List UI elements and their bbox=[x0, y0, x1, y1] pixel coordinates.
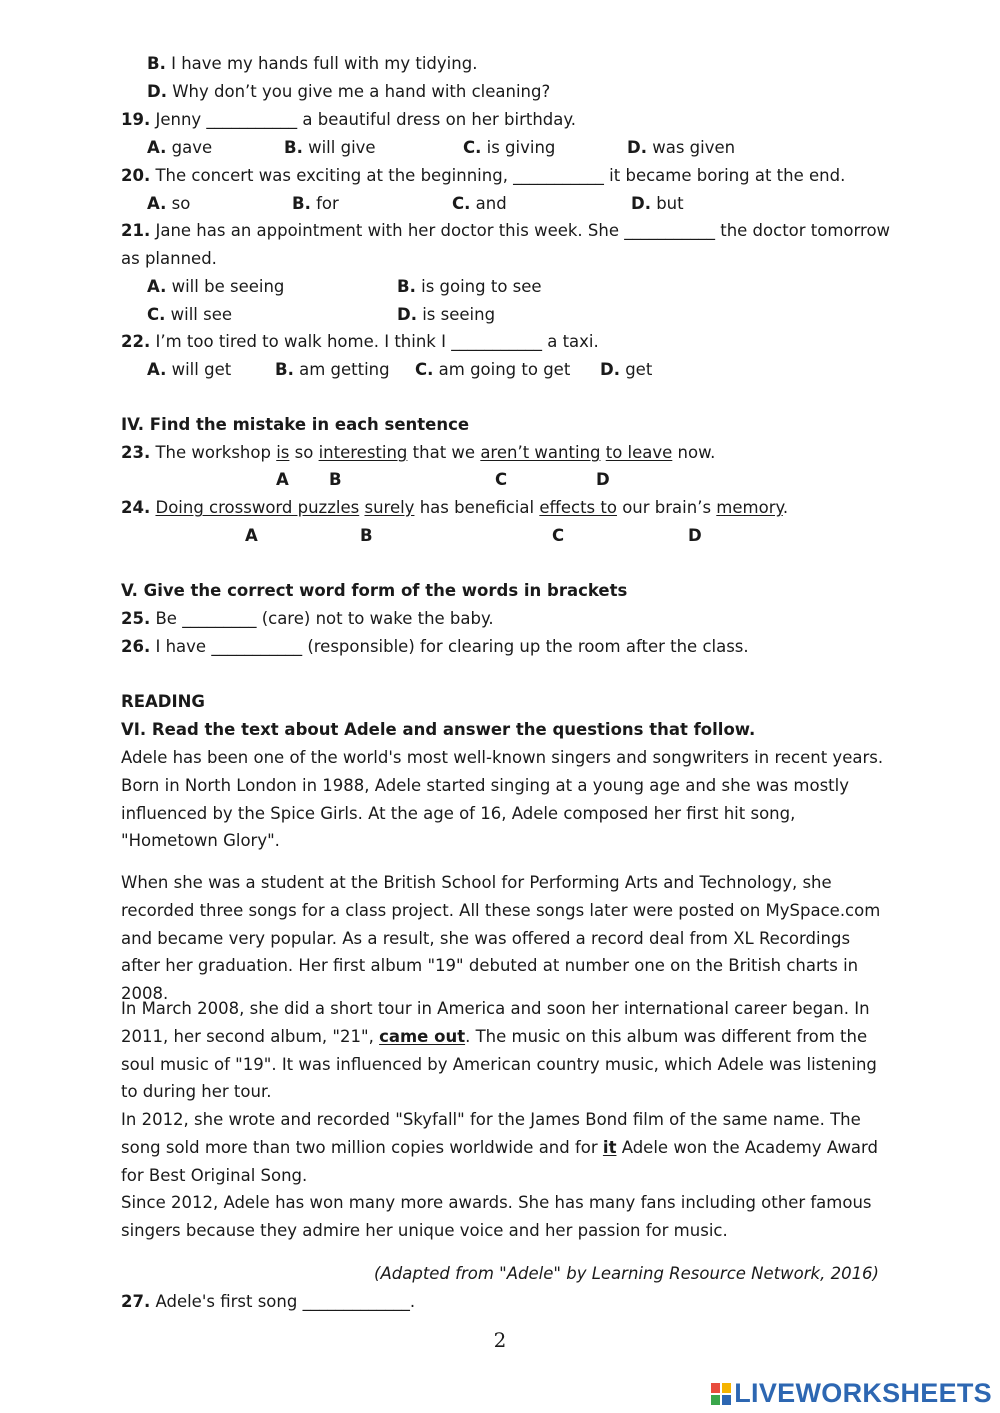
q26: 26. I have ___________ (responsible) for clearing up the room after the class. bbox=[121, 637, 749, 656]
q20-option-a: A. so bbox=[147, 194, 191, 213]
page-number: 2 bbox=[493, 1328, 507, 1352]
q23-letter-a: A bbox=[276, 470, 289, 489]
q21-option-c: C. will see bbox=[147, 305, 233, 324]
highlight-it: it bbox=[602, 1137, 617, 1157]
q23-letter-c: C bbox=[495, 470, 508, 489]
reading-label: READING bbox=[121, 692, 205, 711]
logo-mark-icon bbox=[711, 1383, 731, 1405]
q22-option-a: A. will get bbox=[147, 360, 232, 379]
q21-stem: 21. Jane has an appointment with her doctor this week. She ___________ the doctor tomorrow bbox=[121, 221, 891, 240]
q19-option-a: A. gave bbox=[147, 138, 213, 157]
section-v-title: V. Give the correct word form of the words in brackets bbox=[121, 581, 628, 600]
q20-stem: 20. The concert was exciting at the beginning, ___________ it became boring at the end. bbox=[121, 166, 846, 185]
q23-underline-c: aren’t wanting bbox=[480, 443, 601, 462]
q20-option-b: B. for bbox=[292, 194, 339, 213]
q24-underline-b: surely bbox=[364, 498, 415, 517]
q24-letter-d: D bbox=[688, 526, 702, 545]
q24-letter-b: B bbox=[360, 526, 373, 545]
q21-option-b: B. is going to see bbox=[397, 277, 542, 296]
q22-option-d: D. get bbox=[600, 360, 653, 379]
q19-stem: 19. Jenny ___________ a beautiful dress on her birthday. bbox=[121, 110, 577, 129]
section-iv-title: IV. Find the mistake in each sentence bbox=[121, 415, 470, 434]
brand-name: LIVEWORKSHEETS bbox=[734, 1378, 992, 1408]
q25: 25. Be _________ (care) not to wake the baby. bbox=[121, 609, 494, 628]
q19-option-b: B. will give bbox=[284, 138, 376, 157]
q18-option-b: B. I have my hands full with my tidying. bbox=[147, 54, 478, 73]
reading-paragraph-1: Adele has been one of the world's most well-known singers and songwriters in recent years. Born in North London in 1988, Adele started singing at a young age and she was mostly influenced by the Spice Girls. At the age of 16, Adele composed her first hit song, "Hometown Glory". bbox=[121, 748, 884, 851]
q21-stem-cont: as planned. bbox=[121, 249, 217, 268]
q24-underline-a: Doing crossword puzzles bbox=[155, 498, 360, 517]
q22-option-b: B. am getting bbox=[275, 360, 390, 379]
q19-option-d: D. was given bbox=[627, 138, 736, 157]
q18-option-d: D. Why don’t you give me a hand with cleaning? bbox=[147, 82, 551, 101]
q23-underline-d: to leave bbox=[605, 443, 673, 462]
q23-sentence: 23. The workshop is so interesting that we aren’t wanting to leave now. bbox=[121, 443, 716, 462]
q21-option-a: A. will be seeing bbox=[147, 277, 285, 296]
reading-paragraph-5: Since 2012, Adele has won many more awards. She has many fans including other famous singers because they admire her unique voice and her passion for music. bbox=[121, 1193, 872, 1240]
q20-option-d: D. but bbox=[631, 194, 684, 213]
q19-option-c: C. is giving bbox=[463, 138, 556, 157]
q20-option-c: C. and bbox=[452, 194, 507, 213]
q24-underline-d: memory bbox=[716, 498, 783, 517]
q24-underline-c: effects to bbox=[539, 498, 617, 517]
q24-letter-c: C bbox=[552, 526, 565, 545]
reading-paragraph-2: When she was a student at the British School for Performing Arts and Technology, she recorded three songs for a class project. All these songs later were posted on MySpace.com and became very popular. As a result, she was offered a record deal from XL Recordings after her graduation. Her first album "19" debuted at number one on the British charts in 2008. bbox=[121, 873, 881, 1004]
reading-paragraph-3: In March 2008, she did a short tour in America and soon her international career began. In 2011, her second album, "21", came out. The music on this album was different from the soul music of "19". It was influenced by American country music, which Adele was listening to during her tour. bbox=[121, 999, 877, 1102]
q23-underline-a: is bbox=[276, 443, 290, 462]
highlight-came-out: came out bbox=[379, 1026, 466, 1046]
reading-paragraph-4: In 2012, she wrote and recorded "Skyfall" for the James Bond film of the same name. The song sold more than two million copies worldwide and for it Adele won the Academy Award for Best Original Song. bbox=[121, 1110, 879, 1185]
q22-option-c: C. am going to get bbox=[415, 360, 571, 379]
q22-stem: 22. I’m too tired to walk home. I think I ___________ a taxi. bbox=[121, 332, 599, 351]
section-vi-title: VI. Read the text about Adele and answer the questions that follow. bbox=[121, 720, 756, 739]
q24-letter-a: A bbox=[245, 526, 258, 545]
q27: 27. Adele's first song _____________. bbox=[121, 1292, 416, 1311]
q21-option-d: D. is seeing bbox=[397, 305, 496, 324]
q23-underline-b: interesting bbox=[318, 443, 408, 462]
liveworksheets-logo bbox=[711, 1378, 992, 1409]
q23-letter-b: B bbox=[329, 470, 342, 489]
q24-sentence: 24. Doing crossword puzzles surely has beneficial effects to our brain’s memory. bbox=[121, 498, 789, 517]
q23-letter-d: D bbox=[596, 470, 610, 489]
source-citation: (Adapted from "Adele" by Learning Resource Network, 2016) bbox=[374, 1264, 879, 1283]
